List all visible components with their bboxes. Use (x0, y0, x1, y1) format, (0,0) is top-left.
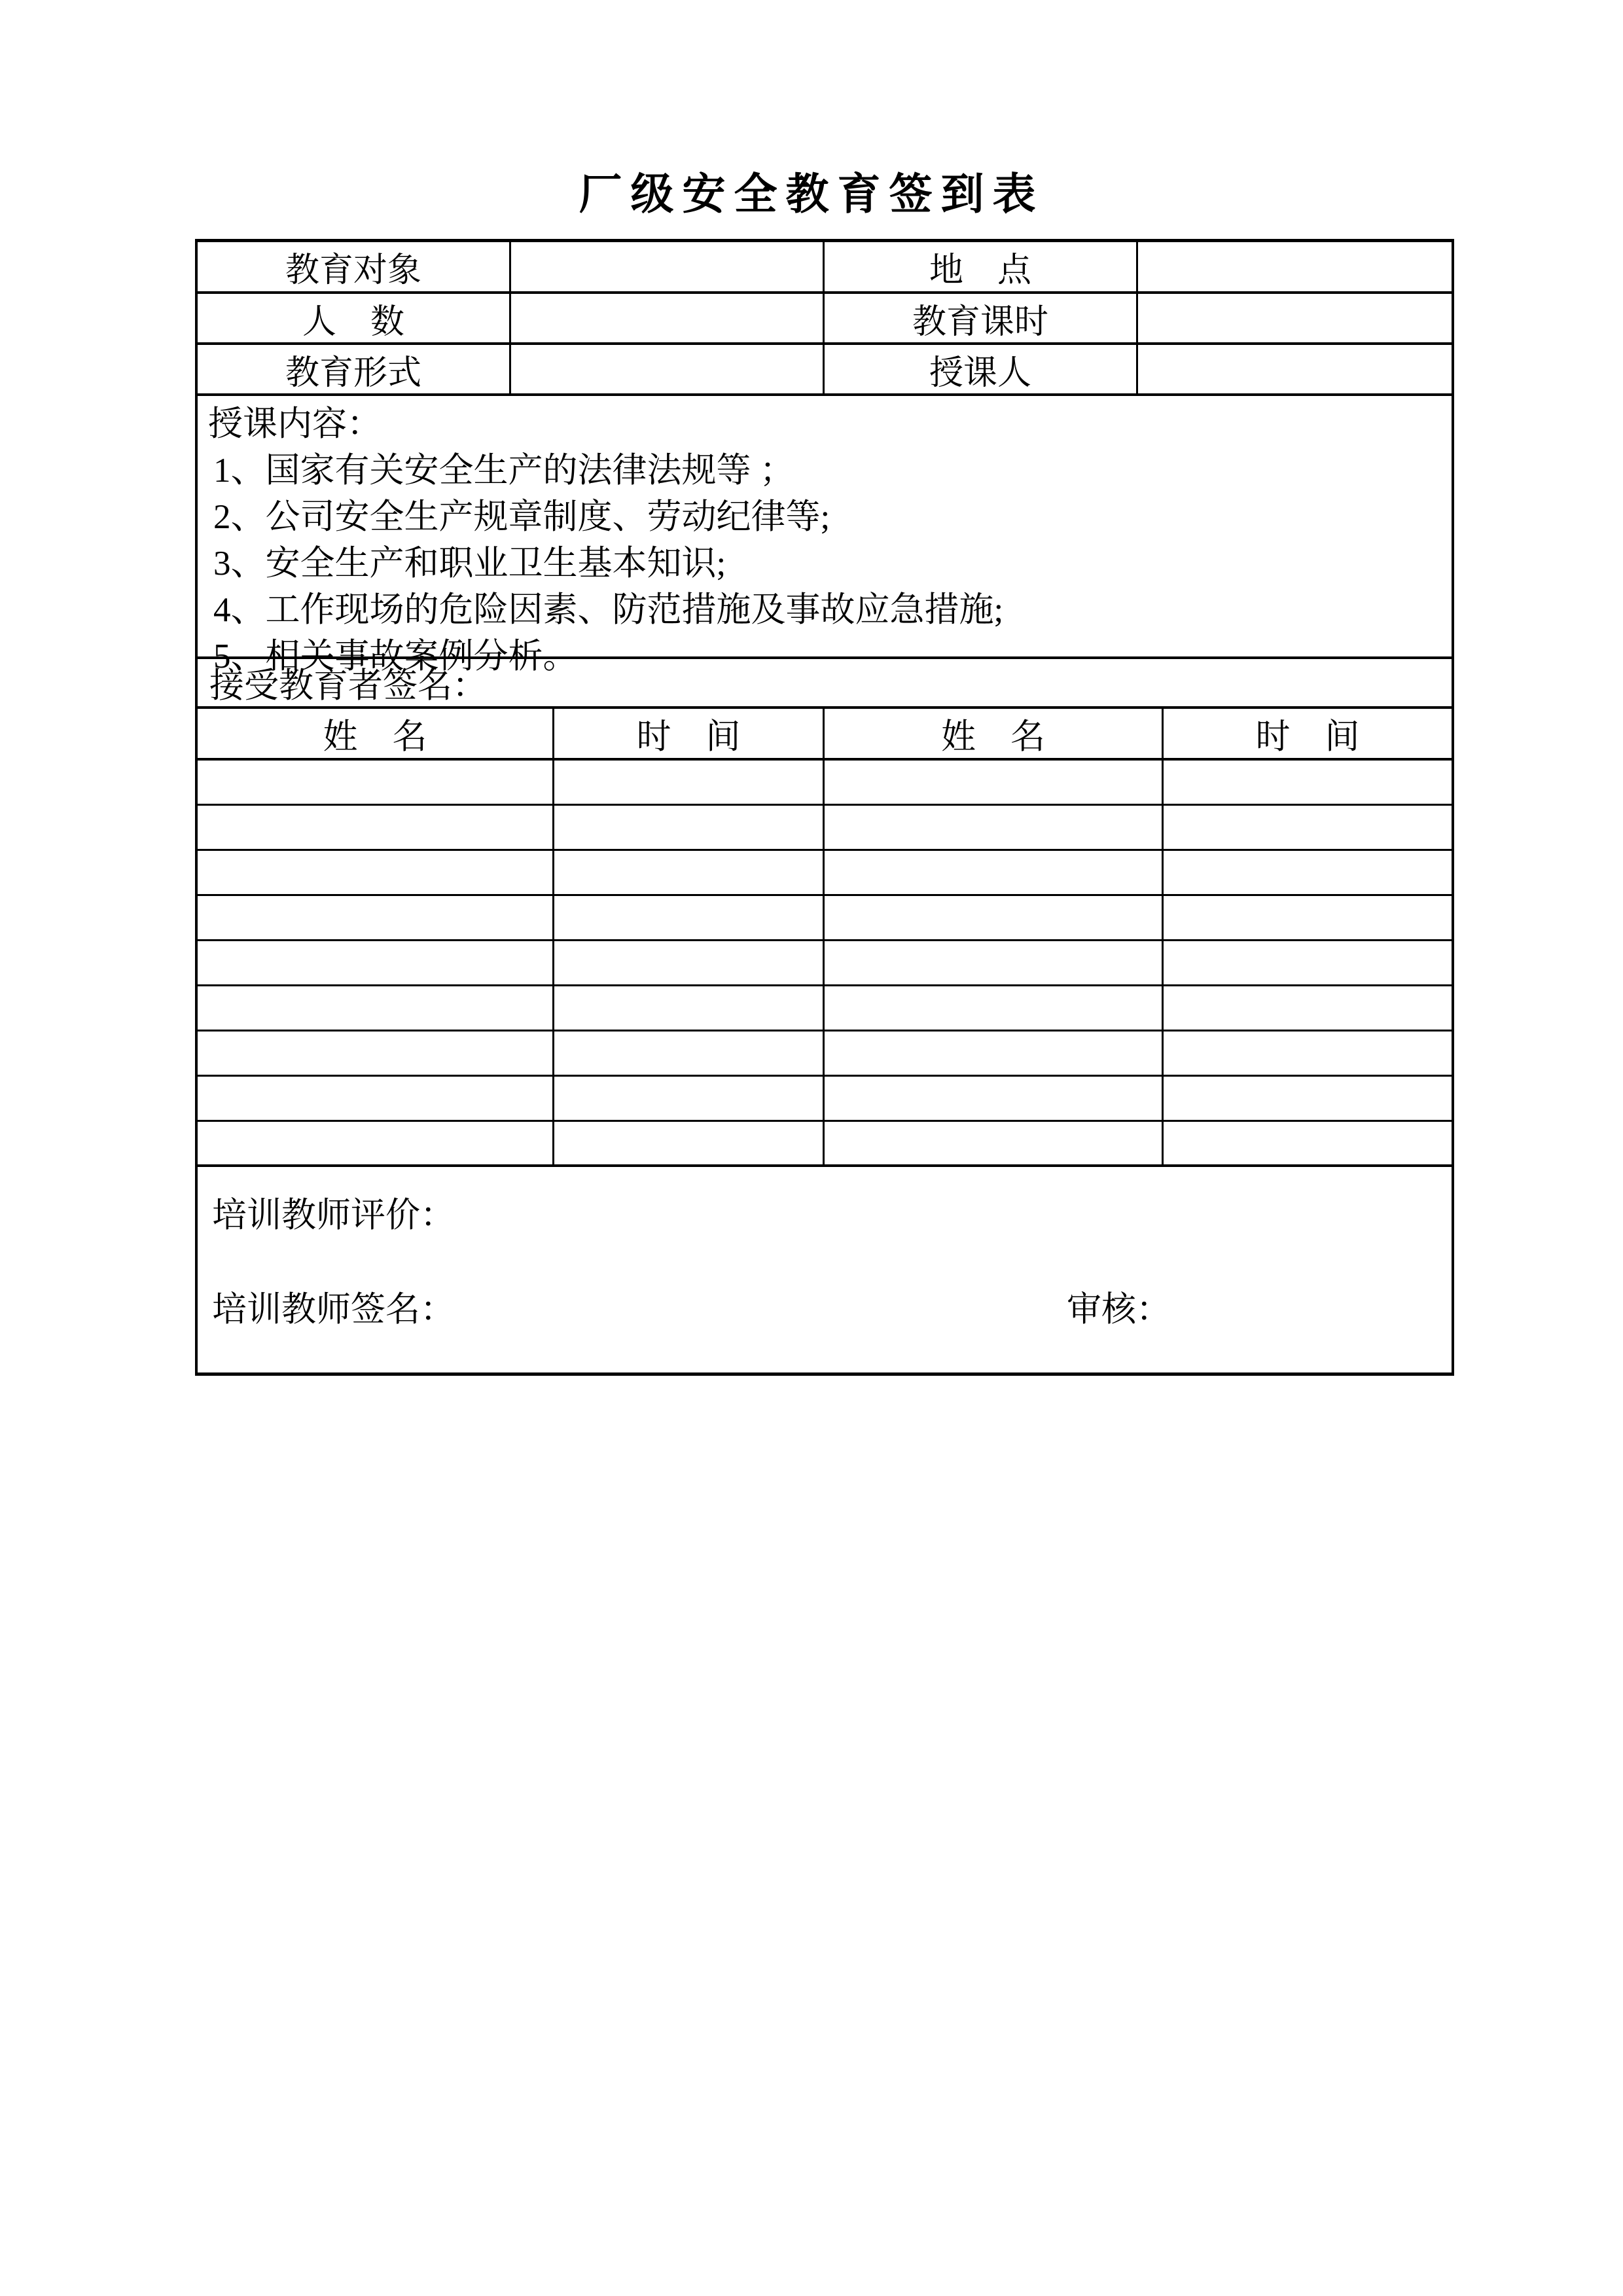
info-row-1 (198, 242, 1452, 294)
signature-cell (1164, 806, 1452, 849)
signature-cell (825, 1031, 1164, 1075)
signature-cell (198, 1077, 554, 1120)
receiver-signature-section-label-row (198, 659, 1452, 709)
signature-cell (1164, 1031, 1452, 1075)
signature-header-time-2: 时 间 (1255, 717, 1360, 756)
review-label: 审核： (1067, 1291, 1171, 1329)
signature-cell (554, 896, 825, 939)
lecture-content-heading: 授课内容： (208, 405, 382, 443)
signature-cell (554, 761, 825, 804)
info-value-class-hours (1138, 294, 1452, 342)
signature-row (198, 851, 1452, 896)
signature-cell (1164, 761, 1452, 804)
info-value-lecturer (1138, 345, 1452, 393)
signature-cell (198, 851, 554, 894)
info-value-headcount (511, 294, 825, 342)
signin-form-table (195, 239, 1454, 1376)
signature-header-name-1: 姓 名 (198, 709, 554, 758)
signature-cell (554, 1031, 825, 1075)
lecture-content-item: 5、相关事故案例分析。 (213, 637, 578, 675)
teacher-sign-line (212, 1289, 1452, 1331)
page-title: 厂级安全教育签到表 (579, 171, 1044, 219)
info-label-lecturer: 授课人 (825, 345, 1138, 393)
signature-cell (554, 1077, 825, 1120)
signature-row (198, 1077, 1452, 1122)
signature-row (198, 806, 1452, 851)
lecture-content-section (198, 396, 1452, 675)
signature-cell (825, 851, 1164, 894)
lecture-content-item: 3、安全生产和职业卫生基本知识; (213, 545, 726, 583)
lecture-content-item: 2、公司安全生产规章制度、劳动纪律等; (213, 498, 830, 536)
signature-row (198, 986, 1452, 1031)
signature-cell (198, 941, 554, 984)
signature-row (198, 941, 1452, 986)
signature-cell (198, 806, 554, 849)
signature-cell (825, 986, 1164, 1030)
signature-cell (825, 1077, 1164, 1120)
signature-header-name-2: 姓 名 (825, 709, 1164, 758)
signature-cell (825, 806, 1164, 849)
signature-cell (1164, 851, 1452, 894)
info-label-class-hours: 教育课时 (825, 294, 1138, 342)
signature-cell (554, 941, 825, 984)
info-label-headcount: 人 数 (198, 294, 511, 342)
signature-header-row (198, 709, 1452, 761)
signature-cell (198, 986, 554, 1030)
info-value-education-form (511, 345, 825, 393)
signature-cell (198, 1122, 554, 1164)
receiver-signature-label: 接受教育者签名： (209, 667, 487, 705)
signature-rows (198, 761, 1452, 1167)
info-label-education-object: 教育对象 (198, 242, 511, 291)
signature-cell (825, 761, 1164, 804)
lecture-content-item: 4、工作现场的危险因素、防范措施及事故应急措施; (213, 591, 1004, 629)
info-row-2 (198, 294, 1452, 345)
signature-cell (554, 851, 825, 894)
signature-cell (1164, 896, 1452, 939)
info-value-location (1138, 242, 1452, 291)
lecture-content-list (208, 448, 1438, 680)
teacher-footer-section (198, 1167, 1452, 1372)
lecture-content-item: 1、国家有关安全生产的法律法规等 ； (213, 452, 794, 490)
signature-cell (554, 1122, 825, 1164)
signature-cell (825, 896, 1164, 939)
info-value-education-object (511, 242, 825, 291)
signature-row (198, 761, 1452, 806)
signature-cell (554, 806, 825, 849)
signature-cell (198, 896, 554, 939)
signature-cell (825, 941, 1164, 984)
signature-cell (554, 986, 825, 1030)
signature-cell (825, 1122, 1164, 1164)
signature-cell (1164, 1122, 1452, 1164)
info-label-location: 地 点 (825, 242, 1138, 291)
signature-cell (198, 761, 554, 804)
signature-row (198, 896, 1452, 941)
signature-row (198, 1122, 1452, 1167)
signature-cell (198, 1031, 554, 1075)
info-row-3 (198, 345, 1452, 396)
signature-cell (1164, 1077, 1452, 1120)
signature-cell (1164, 941, 1452, 984)
teacher-evaluation-label: 培训教师评价： (212, 1196, 455, 1234)
signature-header-time-1: 时 间 (554, 709, 825, 758)
teacher-signature-label: 培训教师签名： (212, 1291, 455, 1329)
info-label-education-form: 教育形式 (198, 345, 511, 393)
signature-row (198, 1031, 1452, 1077)
signature-cell (1164, 986, 1452, 1030)
